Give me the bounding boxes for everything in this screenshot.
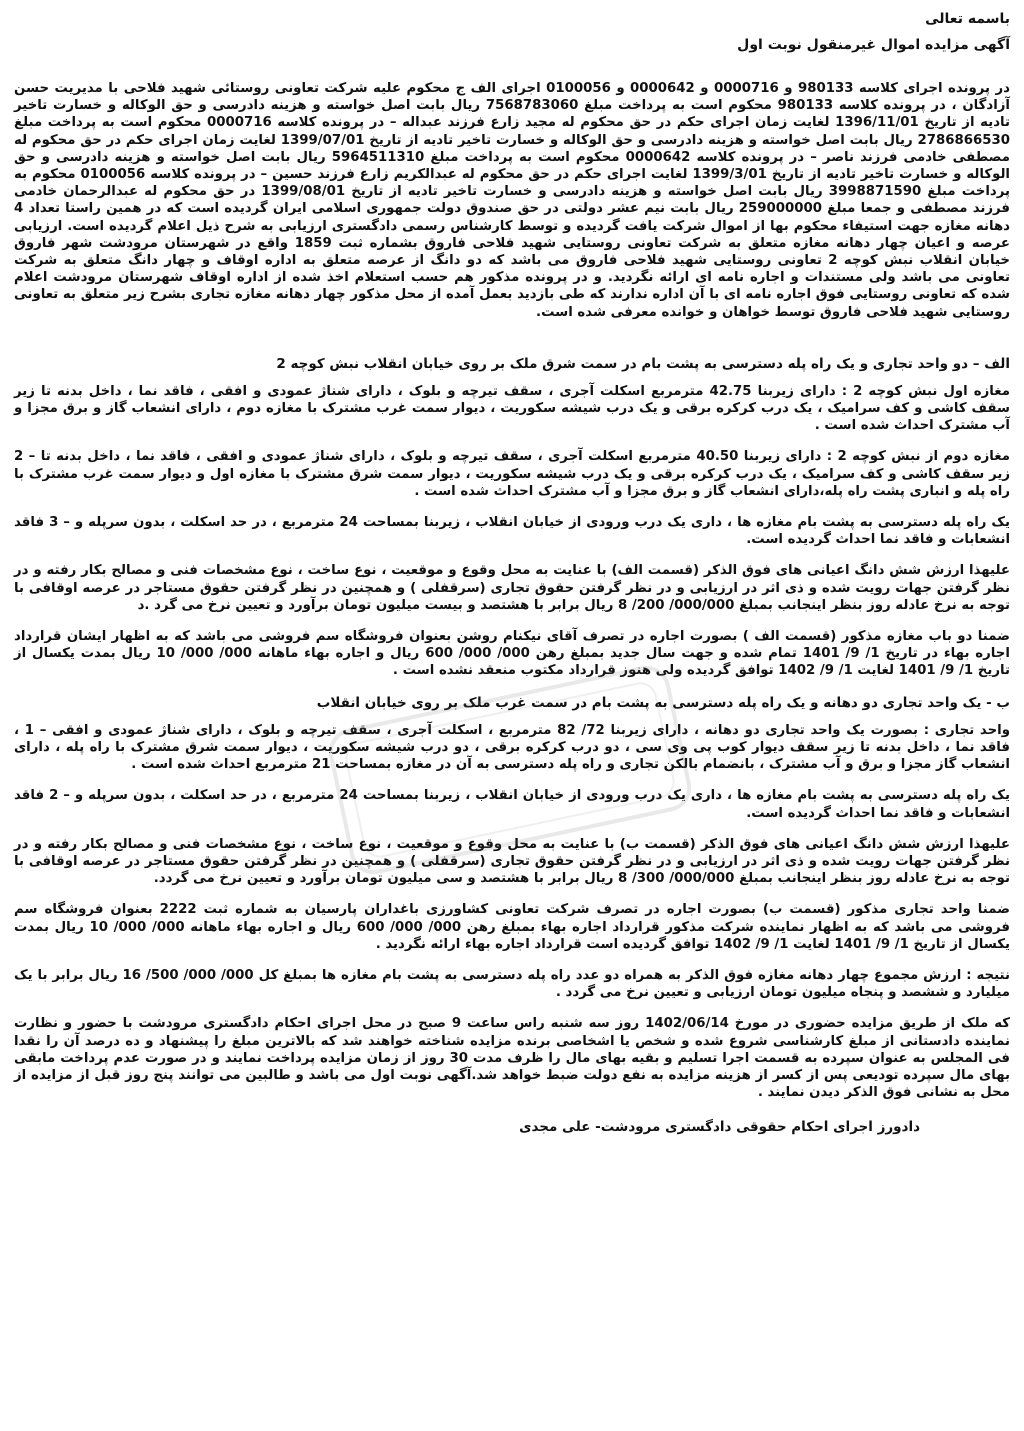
notice-title: آگهی مزایده اموال غیرمنقول نوبت اول: [737, 37, 1010, 53]
conclusion-paragraph: نتیجه : ارزش مجموع چهار دهانه مغازه فوق الذکر به همراه دو عدد راه پله دسترسی به پشت بام مغازه ها بمبلغ کل 000/ 000/ 500/ 16 ریال برابر با یک میلیارد و ششصد و پنجاه میلیون تومان ارزیابی و تعیین نرخ می گردد .: [14, 967, 1010, 1001]
section-a-lease: ضمنا دو باب مغازه مذکور (قسمت الف ) بصورت اجاره در تصرف آقای نیکنام روشن بعنوان فروشگاه سم فروشی می باشد که به اظهار ایشان قرارداد اجاره بهاء در تاریخ 1/ 9/ 1401 تمام شده و جهت سال جدید بمبلغ رهن 000/ 000/ 600 ریال و اجاره بهاء ماهانه 000/ 000/ 10 ریال بمدت یکسال از تاریخ 1/ 9/ 1401 لغایت 1/ 9/ 1402 توافق گردیده ولی هنوز قرارداد مکتوب منعقد نشده است .: [14, 629, 1010, 679]
section-a-heading: الف – دو واحد تجاری و یک راه پله دسترسی به پشت بام در سمت شرق ملک بر روی خیابان انقلاب نبش کوچه 2: [276, 355, 1010, 372]
section-b-heading: ب - یک واحد تجاری دو دهانه و یک راه پله دسترسی به پشت بام در سمت غرب ملک بر روی خیابان انقلاب: [316, 694, 1010, 711]
section-b-lease: ضمنا واحد تجاری مذکور (قسمت ب) بصورت اجاره در تصرف شرکت تعاونی کشاورزی باغداران پارسیان به شماره ثبت 2222 بعنوان فروشگاه سم فروشی می باشد که به اظهار نماینده شرکت مذکور قرارداد اجاره بهاء بمبلغ رهن 000/ 000/ 600 ریال و اجاره بهاء ماهانه 000/ 000/ 10 ریال بمدت یکسال از تاریخ 1/ 9/ 1401 لغایت 1/ 9/ 1402 توافق گردیده است قرارداد اجاره بهاء ارائه نگردید .: [14, 902, 1010, 952]
section-a-shop-1: مغازه اول نبش کوچه 2 : دارای زیربنا 42.75 مترمربع اسکلت آجری ، سقف تیرچه و بلوک ، دارای شناژ عمودی و افقی ، فاقد نما ، داخل بدنه تا زیر سقف کاشی و کف سرامیک ، یک درب کرکره برقی و یک درب شیشه سکوریت ، دیوار سمت غرب مشترک با مغازه دوم ، دارای انشعاب گاز و برق مجزا و آب مشترک احداث شده است .: [14, 383, 1011, 434]
basmala-header: باسمه تعالی: [925, 11, 1010, 27]
signature-line: دادورز اجرای احکام حقوقی دادگستری مرودشت- علی مجدی: [519, 1119, 920, 1136]
section-b-unit: واحد تجاری : بصورت یک واحد تجاری دو دهانه ، دارای زیربنا 72/ 82 مترمربع ، اسکلت آجری ، سقف تیرچه و بلوک ، دارای شناژ عمودی و افقی – 1 ، فاقد نما ، داخل بدنه تا زیر سقف دیوار کوب پی وی سی ، دو درب کرکره برقی ، دو درب شیشه سکوریت ، دیوار سمت شرق مشترک با راه پله ، دارای انشعاب گاز مجزا و برق و آب مشترک ، بانضمام بالکن تجاری و راه پله دسترسی به آن در مغازه بمساحت 21 مترمربع احداث شده است .: [14, 722, 1010, 773]
section-a-shop-2: مغازه دوم از نبش کوچه 2 : دارای زیربنا 40.50 مترمربع اسکلت آجری ، سقف تیرچه و بلوک ، دارای شناژ عمودی و افقی ، فاقد نما ، داخل بدنه تا – 2 زیر سقف کاشی و کف سرامیک ، یک درب کرکره برقی و یک درب شیشه سکوریت ، دیوار سمت شرق مشترک با مغازه اول و دیوار سمت غرب مشترک با راه پله و انباری پشت راه پله،دارای انشعاب گاز و برق مجزا و آب مشترک احداث شده است .: [14, 449, 1010, 499]
section-b-valuation: علیهذا ارزش شش دانگ اعیانی های فوق الذکر (قسمت ب) با عنایت به محل وقوع و موقعیت ، نوع ساخت ، نوع مشخصات فنی و مصالح بکار رفته و در نظر گرفتن جهات رویت شده و ذی اثر در ارزیابی و در نظر گرفتن حقوق تجاری (سرقفلی ) و همچنین در نظر گرفتن حقوق مستاجر در عرصه اوقافی با توجه به نرخ عادله روز بنظر اینجانب بمبلغ 000/000/ 300/ 8 ریال برابر با هشتصد و سی میلیون تومان برآورد و تعیین نرخ می گردد.: [14, 836, 1010, 887]
intro-paragraph: در پرونده اجرای کلاسه 980133 و 0000716 و 0000642 و 0100056 اجرای الف ج محکوم علیه شرکت تعاونی روستائی شهید فلاحی با مدیریت حسن آزادگان ، در پرونده کلاسه 980133 محکوم است به پرداخت مبلغ 7568783060 ریال بابت اصل خواسته و هزینه دادرسی و حق الوکاله و خسارت تاخیر تادیه از تاریخ 1396/11/01 لغایت زمان اجرای حکم در حق محکوم له مجید زارع فرزند عبداله – در پرونده کلاسه 0000716 محکوم است به پرداخت مبلغ 2786866530 ریال بابت اصل خواسته و هزینه دادرسی و حق الوکاله و خسارت تاخیر تادیه از تاریخ 1399/07/01 لغایت زمان اجرای حکم در حق محکوم له مصطفی خادمی فرزند ناصر – در پرونده کلاسه 0000642 محکوم است به پرداخت مبلغ 5964511310 ریال بابت اصل خواسته و هزینه دادرسی و حق الوکاله و خسارت تاخیر تادیه از تاریخ 1399/3/01 لغایت اجرای حکم در حق محکوم له عبدالکریم زارع فرزند حسین – در پرونده کلاسه 0100056 محکوم به پرداخت مبلغ 3998871590 ریال بابت اصل خواسته و هزینه دادرسی و خسارت تاخیر تادیه از تاریخ 1399/08/01 در حق محکوم له عبدالرحمان خادمی فرزند مصطفی و جمعا مبلغ 259000000 ریال بابت نیم عشر دولتی در حق صندوق دولت جمهوری اسلامی ایران گردیده است که در همین راستا تعداد 4 دهانه مغازه جهت استیفاء محکوم بها از اموال شرکت یافت گردیده و توسط کارشناس رسمی دادگستری ارزیابی به شرح ذیل اعلام گردیده است. ارزیابی عرصه و اعیان چهار دهانه مغازه متعلق به شرکت تعاونی روستایی شهید فلاحی فاروق بشماره ثبت 1859 واقع در شهرستان مرودشت شهر فاروق خیابان انقلاب نبش کوچه 2 تعاونی روستایی شهید فلاحی فاروق می باشد که دو دانگ از عرصه متعلق به اداره اوقاف و چهار دانگ متعلق به شرکت تعاونی می باشد ولی مستندات و اجاره نامه ای ارائه نگردید. و در پرونده مذکور هم حسب استعلام اخذ شده از اداره اوقاف شهرستان مرودشت اعلام شده که تعاونی روستایی فوق اجاره نامه ای با آن اداره ندارند که طی بازدید بعمل آمده از محل مذکور چهار دهانه مغازه تجاری بشرح زیر متعلق به تعاونی روستایی شهید فلاحی فاروق توسط خواهان و خوانده معرفی شده است.: [14, 81, 1010, 320]
auction-terms-paragraph: که ملک از طریق مزایده حضوری در مورخ 1402/06/14 روز سه شنبه راس ساعت 9 صبح در محل اجرای احکام دادگستری مرودشت با حضور و نظارت نماینده دادستانی از مبلغ کارشناسی شروع شده و شخص یا اشخاصی برنده مزایده شناخته خواهند شد که بالاترین مبلغ را پیشنهاد و ده درصد آن را نقدا فی المجلس به عنوان سپرده به قسمت اجرا تسلیم و بقیه بهای مال را ظرف مدت 30 روز از زمان مزایده پرداخت نمایند و در صورت عدم پرداخت مابقی بهای مال سپرده تودیعی پس از کسر از هزینه مزایده به نفع دولت ضبط خواهد شد.آگهی نوبت اول می باشد و طالبین می توانند پنج روز قبل از مزایده از محل به نشانی فوق الذکر دیدن نمایند .: [14, 1016, 1010, 1101]
section-a-valuation: علیهذا ارزش شش دانگ اعیانی های فوق الذکر (قسمت الف) با عنایت به محل وقوع و موقعیت ، نوع ساخت ، نوع مشخصات فنی و مصالح بکار رفته و در نظر گرفتن جهات رویت شده و ذی اثر در ارزیابی و در نظر گرفتن حقوق تجاری (سرقفلی ) و همچنین در نظر گرفتن حقوق مستاجر در عرصه اوقافی با توجه به نرخ عادله روز بنظر اینجانب بمبلغ 000/000/ 200/ 8 ریال برابر با هشتصد و بیست میلیون تومان برآورد و تعیین نرخ می گرد .د: [14, 563, 1010, 613]
section-a-stairway: یک راه پله دسترسی به پشت بام مغازه ها ، داری یک درب ورودی از خیابان انقلاب ، زیربنا بمساحت 24 مترمربع ، در حد اسکلت ، بدون سرپله و – 3 فاقد انشعابات و فاقد نما احداث گردیده است.: [14, 515, 1010, 548]
section-b-stairway: یک راه پله دسترسی به پشت بام مغازه ها ، داری یک درب ورودی از خیابان انقلاب ، زیربنا بمساحت 24 مترمربع ، در حد اسکلت ، بدون سرپله و – 2 فاقد انشعابات و فاقد نما احداث گردیده است.: [14, 788, 1010, 821]
